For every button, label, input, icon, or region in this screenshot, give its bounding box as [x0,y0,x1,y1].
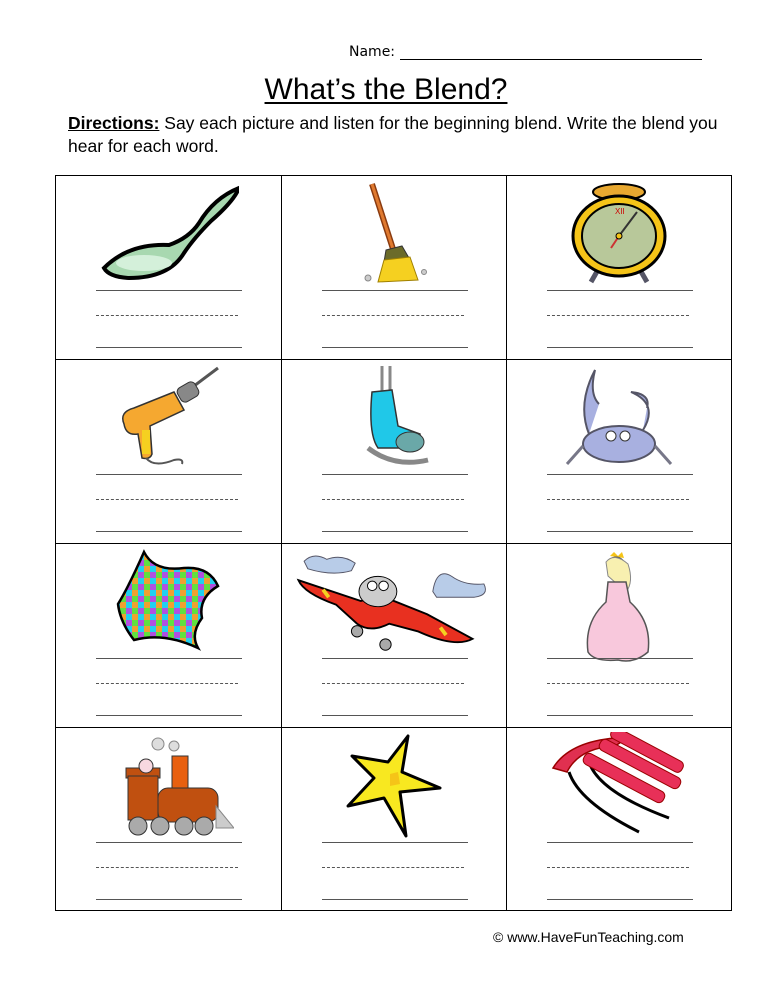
answer-line-top[interactable] [547,658,693,659]
answer-line-top[interactable] [96,842,242,843]
answer-line-bottom[interactable] [96,347,242,348]
cell-blanket [56,544,282,728]
answer-line-bottom[interactable] [322,715,468,716]
clock-icon [547,180,691,286]
cell-plane [282,544,507,728]
answer-line-bottom[interactable] [322,899,468,900]
answer-line-top[interactable] [322,658,468,659]
cell-princess [507,544,731,728]
answer-line-bottom[interactable] [96,899,242,900]
answer-line-mid [96,867,238,868]
worksheet-grid [55,175,732,911]
answer-line-mid [322,683,464,684]
cell-broom [282,176,507,360]
cell-drill [56,360,282,544]
answer-line-top[interactable] [322,474,468,475]
broom-icon [322,180,466,286]
sled-icon [547,732,691,838]
answer-line-top[interactable] [96,658,242,659]
answer-line-bottom[interactable] [547,531,693,532]
answer-line-top[interactable] [547,842,693,843]
directions [68,112,748,158]
cell-train [56,728,282,910]
answer-line-bottom[interactable] [322,531,468,532]
answer-line-bottom[interactable] [547,347,693,348]
crab-icon [547,364,691,470]
name-field [349,44,702,60]
answer-line-top[interactable] [547,290,693,291]
svg-text:XII: XII [615,207,625,216]
cell-crab [507,360,731,544]
answer-line-mid [547,683,689,684]
copyright-footer: © www.HaveFunTeaching.com [493,929,684,945]
star-icon [322,732,466,838]
skates-icon [322,364,466,470]
answer-line-bottom[interactable] [96,715,242,716]
name-input-line[interactable] [400,45,702,60]
answer-line-mid [96,683,238,684]
directions-label: Directions: [68,113,160,133]
spoon-icon [96,180,241,286]
cell-spoon [56,176,282,360]
train-icon [96,732,241,838]
answer-line-mid [96,315,238,316]
plane-icon [288,548,500,654]
blanket-icon [96,548,241,654]
answer-line-mid [547,315,689,316]
answer-line-mid [547,867,689,868]
answer-line-mid [547,499,689,500]
answer-line-bottom[interactable] [322,347,468,348]
answer-line-mid [96,499,238,500]
answer-line-bottom[interactable] [96,531,242,532]
directions-text: Say each picture and listen for the beginning blend. Write the blend you hear for each word. [68,113,718,156]
answer-line-bottom[interactable] [547,899,693,900]
cell-star [282,728,507,910]
answer-line-mid [322,867,464,868]
name-label: Name: [349,44,396,60]
answer-line-bottom[interactable] [547,715,693,716]
answer-line-top[interactable] [322,842,468,843]
answer-line-mid [322,315,464,316]
answer-line-top[interactable] [322,290,468,291]
princess-icon [547,552,691,664]
drill-icon [96,364,241,470]
cell-sled [507,728,731,910]
answer-line-top[interactable] [96,474,242,475]
answer-line-top[interactable] [547,474,693,475]
cell-clock [507,176,731,360]
answer-line-mid [322,499,464,500]
answer-line-top[interactable] [96,290,242,291]
cell-skates [282,360,507,544]
page-title: What’s the Blend? [264,73,508,106]
